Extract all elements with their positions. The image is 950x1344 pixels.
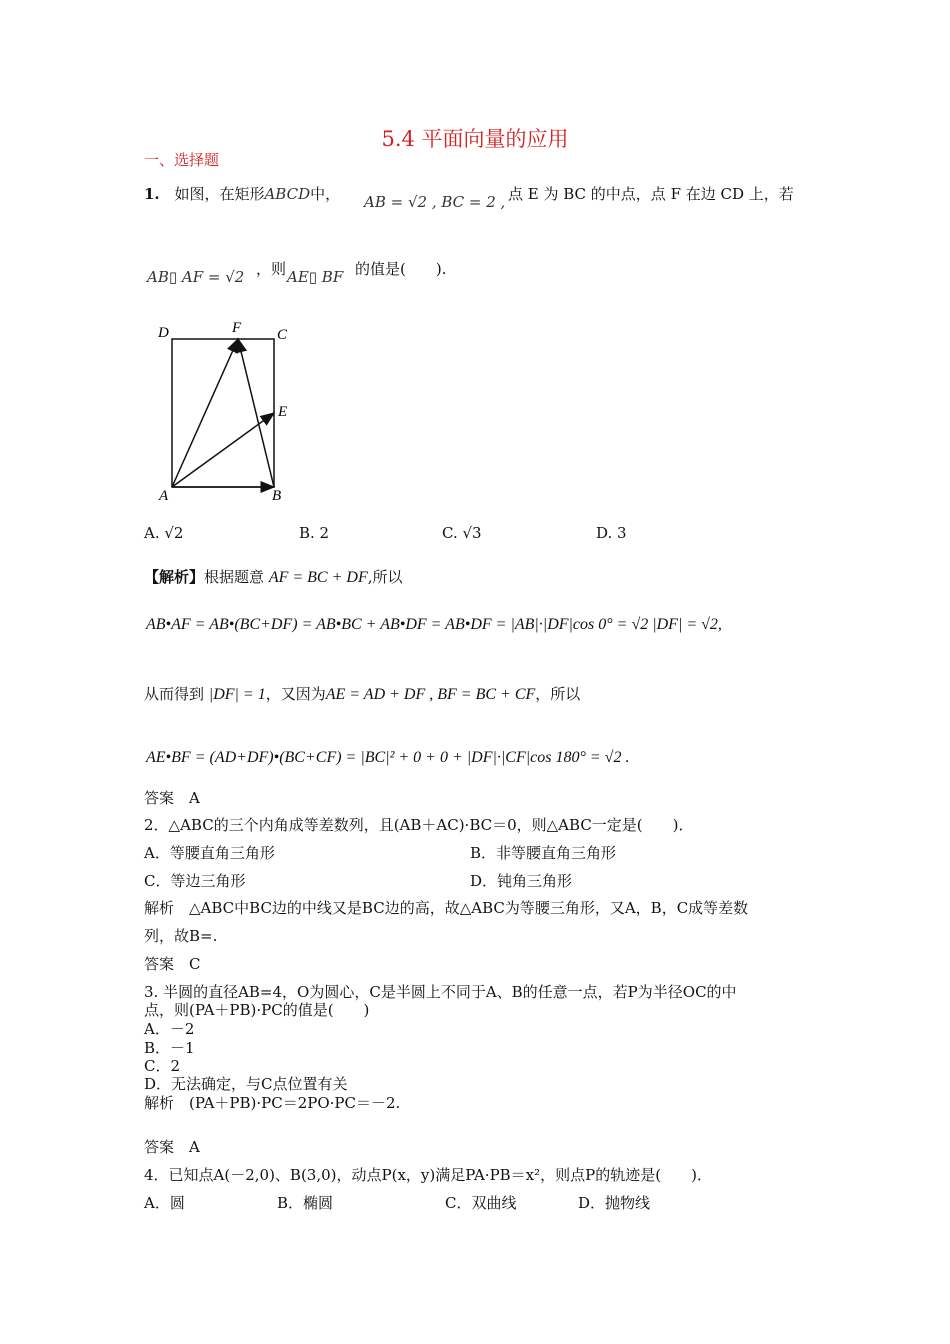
label-c: C — [277, 327, 288, 343]
q1-option-d: D. 3 — [596, 524, 627, 542]
analysis-mid2: ，又因为 — [265, 685, 326, 703]
q4-stem: 4．已知点A(－2,0)、B(3,0)，动点P(x，y)满足PA·PB＝x²，则点P的轨迹是( )． — [144, 1166, 712, 1184]
q1-answer: 答案 A — [144, 789, 200, 807]
q1-text-d: ，则 — [256, 260, 287, 278]
label-b: B — [272, 488, 282, 504]
analysis-eq4: AE = AD + DF , BF = BC + CF — [325, 686, 536, 703]
rectangle-abcd — [172, 339, 274, 487]
q1-condition-1: AB = √2 , BC = 2 , — [364, 193, 506, 211]
q2-analysis-line1: 解析 △ABC中BC边的中线又是BC边的高，故△ABC为等腰三角形，又A，B，C成等差数 — [144, 899, 749, 917]
q1-analysis-line1 — [144, 566, 403, 587]
q3-stem-line2: 点，则(PA＋PB)·PC的值是( ) — [144, 1001, 370, 1019]
vector-bf — [238, 339, 274, 487]
q2-answer: 答案 C — [144, 955, 201, 973]
q1-option-b: B. 2 — [299, 524, 330, 542]
label-e: E — [278, 404, 288, 420]
q3-stem-line1: 3. 半圆的直径AB=4，O为圆心，C是半圆上不同于A、B的任意一点，若P为半径OC的中 — [144, 983, 737, 1001]
q2-analysis-line2: 列，故B=. — [144, 927, 218, 945]
label-d: D — [158, 325, 169, 341]
analysis-tag: 【解析】 — [144, 568, 205, 586]
q1-line1 — [144, 183, 340, 204]
q2-option-b: B．非等腰直角三角形 — [470, 844, 617, 862]
q2-option-d: D．钝角三角形 — [470, 872, 573, 890]
q2-option-c: C．等边三角形 — [144, 872, 246, 890]
page-title: 5.4 平面向量的应用 — [381, 127, 569, 151]
q3-analysis: 解析 (PA＋PB)·PC＝2PO·PC＝－2. — [144, 1094, 401, 1112]
q3-option-c: C．2 — [144, 1057, 181, 1075]
q1-condition-2: AB▯ AF = √2 — [147, 268, 245, 286]
q2-option-a: A．等腰直角三角形 — [144, 844, 275, 862]
q1-analysis-eq2: AB•AF = AB•(BC+DF) = AB•BC + AB•DF = AB•DF = |AB|·|DF|cos 0° = √2 |DF| = √2, — [146, 616, 722, 633]
analysis-tail2: ，所以 — [535, 685, 581, 703]
analysis-lead2: 从而得到 — [144, 685, 205, 703]
q1-number: 1. — [144, 185, 160, 203]
section-heading: 一、选择题 — [144, 151, 220, 169]
label-f: F — [232, 320, 242, 336]
q1-analysis-line3 — [144, 683, 580, 704]
q1-text-c: 点 E 为 BC 的中点，点 F 在边 CD 上，若 — [508, 185, 794, 203]
analysis-eq1: AF = BC + DF — [268, 569, 368, 586]
q3-answer: 答案 A — [144, 1138, 200, 1156]
q1-option-a: A. √2 — [144, 524, 184, 542]
q1-text-a: 如图，在矩形 — [174, 185, 265, 203]
q1-text-e: 的值是( ). — [355, 260, 447, 278]
q3-option-d: D．无法确定，与C点位置有关 — [144, 1075, 348, 1093]
q3-option-a: A．－2 — [144, 1020, 195, 1038]
analysis-lead: 根据题意 — [204, 568, 265, 586]
q4-option-a: A．圆 — [144, 1194, 185, 1212]
q2-stem: 2．△ABC的三个内角成等差数列，且(AB＋AC)·BC＝0，则△ABC一定是( )． — [144, 816, 694, 834]
q4-option-c: C．双曲线 — [445, 1194, 517, 1212]
q1-ask-expression: AE▯ BF — [287, 268, 344, 286]
q4-option-b: B．椭圆 — [277, 1194, 334, 1212]
q1-option-c: C. √3 — [442, 524, 482, 542]
q1-text-b: 中， — [310, 185, 341, 203]
analysis-tail1: ,所以 — [367, 568, 403, 586]
q1-analysis-eq5: AE•BF = (AD+DF)•(BC+CF) = |BC|² + 0 + 0 + |DF|·|CF|cos 180° = √2 . — [146, 749, 630, 766]
vector-af — [172, 339, 238, 487]
analysis-eq3: |DF| = 1 — [208, 686, 266, 703]
rectangle-figure — [150, 315, 300, 505]
q3-option-b: B．－1 — [144, 1039, 195, 1057]
q1-rect-name: ABCD — [264, 185, 311, 203]
q4-option-d: D．抛物线 — [578, 1194, 651, 1212]
label-a: A — [159, 488, 169, 504]
